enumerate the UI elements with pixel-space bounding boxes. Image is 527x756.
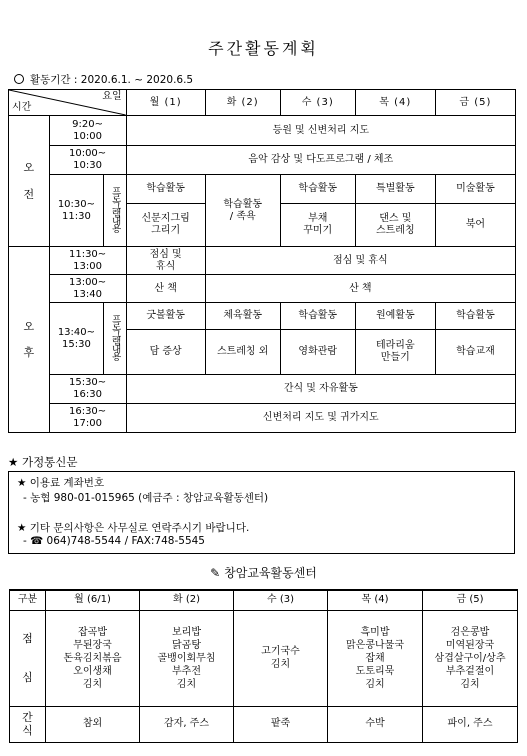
time-cell: 15:30~ 16:30 [49,375,126,404]
menu-day-header: 수 (3) [234,590,328,610]
day-header-thu: 목 (4) [355,90,435,116]
activity-cell: 간식 및 자유활동 [126,375,515,404]
time-cell: 10:30~ 11:30 [49,175,104,247]
mon-walk-cell: 산 책 [126,275,205,303]
program-detail: 스트레칭 외 [216,346,269,357]
am-label: 오 전 [9,116,50,247]
program-label: 프로그램내용 [109,186,121,231]
program-label: 프로그램내용 [109,314,121,359]
program-label-cell [104,303,126,375]
schedule-row [9,303,516,375]
schedule-row [9,375,516,404]
activity-cell: 음악 감상 및 다도프로그램 / 체조 [126,146,515,175]
time-cell: 11:30~ 13:00 [49,247,126,275]
notice-line: - ☎ 064)748-5544 / FAX:748-5545 [23,535,205,547]
schedule-table [8,89,516,433]
menu-header-label: 구분 [10,590,46,610]
program-label-cell [104,175,126,247]
program-detail: 부채 꾸미기 [303,213,333,236]
menu-day-header: 목 (4) [328,590,423,610]
menu-day-header: 화 (2) [140,590,234,610]
time-cell: 16:30~ 17:00 [49,404,126,433]
wed-program-cell [280,175,355,247]
center-name [0,564,527,581]
activity-period-text: 활동기간 : 2020.6.1. ~ 2020.6.5 [30,74,194,86]
notice-line: ★ 기타 문의사항은 사무실로 연락주시기 바랍니다. [17,522,250,534]
thu-program-cell [355,303,435,375]
schedule-row [9,175,516,247]
schedule-corner-cell [9,90,127,116]
schedule-row [9,275,516,303]
pm-label: 오 후 [9,247,50,433]
fri-program-cell [435,303,515,375]
program-detail: 담 증상 [149,346,182,357]
menu-day-header: 월 (6/1) [46,590,140,610]
time-cell: 10:00~ 10:30 [49,146,126,175]
program-type: 학습활동 [281,303,355,330]
snack-menu-tue: 감자, 주스 [140,706,234,742]
snack-menu-thu: 수박 [328,706,423,742]
activity-cell: 신변처리 지도 및 귀가지도 [126,404,515,433]
lunch-menu-tue: 보리밥 닭곰탕 골뱅이회무침 부추전 김치 [140,610,234,706]
walk-cell: 산 책 [205,275,515,303]
mon-program-cell [126,175,205,247]
notice-line: ★ 이용료 계좌번호 [17,477,105,489]
center-name-text: 창암교육활동센터 [224,566,317,580]
corner-day-label: 요일 [102,91,122,102]
wed-program-cell [280,303,355,375]
circle-bullet-icon [14,74,24,84]
schedule-header-row [9,90,516,116]
program-type: 학습활동 [281,175,355,204]
lunch-menu-mon: 잡곡밥 무된장국 돈육김치볶음 오이생채 김치 [46,610,140,706]
snack-menu-wed: 팥죽 [234,706,328,742]
notice-line: - 농협 980-01-015965 (예금주 : 창암교육활동센터) [23,492,269,504]
schedule-row [9,116,516,146]
notice-box [8,471,515,554]
activity-period [14,72,193,87]
program-type: 굿볼활동 [127,303,205,330]
program-detail: 학습교재 [456,346,495,357]
program-detail: 영화관람 [298,346,338,357]
notice-heading: ★ 가정통신문 [8,455,78,469]
snack-label: 간 식 [10,706,46,742]
program-detail: 댄스 및 스트레칭 [375,213,415,236]
program-type: 특별활동 [356,175,435,204]
lunch-cell: 점심 및 휴식 [205,247,515,275]
day-header-fri: 금 (5) [435,90,515,116]
snack-menu-mon: 참외 [46,706,140,742]
menu-table [9,589,518,743]
menu-day-header: 금 (5) [423,590,518,610]
lunch-menu-fri: 검은콩밥 미역된장국 삼겹살구이/상추 부추겉절이 김치 [423,610,518,706]
program-type: 미술활동 [436,175,515,204]
program-detail: 북어 [465,219,486,230]
mon-lunch-cell: 점심 및 휴식 [126,247,205,275]
time-cell: 9:20~ 10:00 [49,116,126,146]
snack-menu-fri: 파이, 주스 [423,706,518,742]
schedule-row [9,404,516,433]
program-detail: 테라리움 만들기 [375,340,415,363]
day-header-mon: 월 (1) [126,90,205,116]
time-cell: 13:40~ 15:30 [49,303,104,375]
fri-program-cell [435,175,515,247]
celebration-icon: ✎ [210,566,221,580]
program-type: 학습활동 [127,175,205,204]
corner-time-label: 시간 [12,102,32,113]
program-detail: 신문지그림 그리기 [141,213,190,236]
time-cell: 13:00~ 13:40 [49,275,126,303]
menu-header-row [10,590,518,610]
lunch-menu-thu: 흑미밥 맑은콩나물국 잡채 도토리묵 김치 [328,610,423,706]
snack-row [10,706,518,742]
schedule-row [9,146,516,175]
schedule-row [9,247,516,275]
day-header-tue: 화 (2) [205,90,280,116]
thu-program-cell [355,175,435,247]
program-type: 체육활동 [206,303,280,330]
activity-cell: 등원 및 신변처리 지도 [126,116,515,146]
lunch-label: 점 심 [10,610,46,706]
tue-program-cell: 학습활동 / 족욕 [205,175,280,247]
lunch-menu-wed: 고기국수 김치 [234,610,328,706]
lunch-row [10,610,518,706]
tue-program-cell [205,303,280,375]
mon-program-cell [126,303,205,375]
program-type: 원예활동 [356,303,435,330]
program-type: 학습활동 [436,303,515,330]
page-title: 주간활동계획 [208,39,319,58]
day-header-wed: 수 (3) [280,90,355,116]
